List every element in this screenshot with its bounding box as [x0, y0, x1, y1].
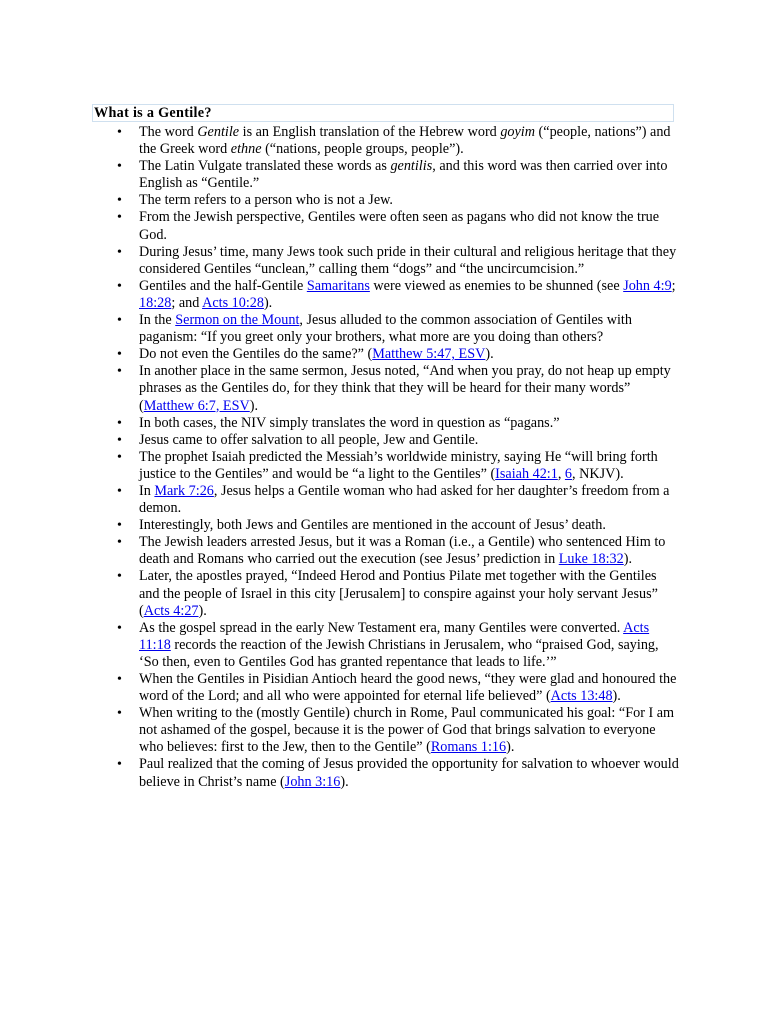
text-segment: As the gospel spread in the early New Testament era, many Gentiles were converted.	[139, 619, 624, 636]
text-segment: When writing to the (mostly Gentile) church in Rome, Paul communicated his goal: “For I am not ashamed of the gospel, because it is the power of God that brings salvation to everyone who believes: first to the Jew, then to the Gentile” (	[139, 705, 675, 756]
list-item	[139, 158, 679, 192]
list-item	[139, 517, 679, 534]
italic-term: gentilis	[390, 158, 433, 175]
text-segment: , Jesus alluded to the common association of Gentiles with paganism: “If you greet only your brothers, what more are you doing than others?	[139, 312, 632, 346]
list-item	[139, 449, 679, 483]
list-item	[139, 705, 679, 756]
text-segment: The prophet Isaiah predicted the Messiah’s worldwide ministry, saying He “will bring forth justice to the Gentiles” and would be “a light to the Gentiles” (	[139, 448, 658, 482]
text-segment: , and this word was then carried over into English as “Gentile.”	[139, 158, 668, 192]
scripture-link[interactable]: John 3:16	[284, 773, 341, 790]
italic-term: ethne	[230, 141, 262, 158]
text-segment: ).	[506, 739, 515, 756]
list-item	[139, 432, 679, 449]
text-segment: ).	[198, 602, 207, 619]
text-segment: ).	[485, 346, 494, 363]
bullet-list	[139, 124, 679, 791]
list-item	[139, 415, 679, 432]
list-item	[139, 278, 679, 312]
scripture-link[interactable]: Matthew 6:7, ESV	[143, 397, 250, 414]
text-segment: is an English translation of the Hebrew word	[239, 124, 501, 140]
text-segment: ).	[612, 688, 621, 705]
text-segment: The Jewish leaders arrested Jesus, but it was a Roman (i.e., a Gentile) who sentenced Him to death and Romans who carried out the execution (see Jesus’ prediction in	[139, 534, 666, 568]
text-segment: ; and	[171, 294, 203, 311]
text-segment: During Jesus’ time, many Jews took such pride in their cultural and religious heritage that they considered Gentiles “unclean,” calling them “dogs” and “the uncircumcision.”	[139, 243, 677, 277]
text-segment: Gentiles and the half-Gentile	[139, 277, 307, 294]
text-segment: Later, the apostles prayed, “Indeed Herod and Pontius Pilate met together with the Gentiles and the people of Israel in this city [Jerusalem] to conspire against your holy servant Jesus” (	[139, 568, 658, 619]
text-segment: (“nations, people groups, people”).	[261, 141, 464, 158]
list-item	[139, 534, 679, 568]
text-segment: (“people, nations”) and the Greek word	[139, 124, 671, 158]
list-item	[139, 756, 679, 790]
page-title: What is a Gentile?	[92, 104, 674, 122]
italic-term: Gentile	[197, 124, 240, 140]
text-segment: When the Gentiles in Pisidian Antioch heard the good news, “they were glad and honoured the word of the Lord; and all who were appointed for eternal life believed” (	[139, 671, 677, 705]
list-item	[139, 312, 679, 346]
text-segment: In another place in the same sermon, Jesus noted, “And when you pray, do not heap up empty phrases as the Gentiles do, for they think that they will be heard for their many words” (	[139, 363, 671, 414]
list-item	[139, 568, 679, 619]
text-segment: ).	[623, 551, 633, 568]
text-segment: Paul realized that the coming of Jesus provided the opportunity for salvation to whoever would believe in Christ’s name (	[139, 756, 679, 790]
scripture-link[interactable]: Matthew 5:47, ESV	[372, 346, 486, 363]
text-segment: Interestingly, both Jews and Gentiles are mentioned in the account of Jesus’ death.	[139, 517, 606, 534]
text-segment: , NKJV).	[572, 465, 624, 482]
list-item	[139, 483, 679, 517]
list-item	[139, 244, 679, 278]
text-segment: The Latin Vulgate translated these words as	[139, 158, 391, 175]
text-segment: , Jesus helps a Gentile woman who had asked for her daughter’s freedom from a demon.	[139, 482, 670, 517]
text-segment: ).	[263, 294, 273, 311]
list-item	[139, 363, 679, 414]
scripture-link[interactable]: John 4:9	[623, 277, 672, 294]
text-segment: Jesus came to offer salvation to all people, Jew and Gentile.	[139, 431, 479, 448]
text-segment: were viewed as enemies to be shunned (see	[369, 277, 624, 294]
scripture-link[interactable]: 6	[564, 465, 573, 482]
text-segment: ,	[557, 465, 565, 482]
scripture-link[interactable]: Sermon on the Mount	[175, 312, 300, 329]
list-item	[139, 620, 679, 671]
list-item	[139, 346, 679, 363]
text-segment: From the Jewish perspective, Gentiles were often seen as pagans who did not know the true God.	[139, 209, 660, 243]
text-segment: The term refers to a person who is not a Jew.	[139, 192, 393, 209]
scripture-link[interactable]: Isaiah 42:1	[495, 465, 558, 482]
scripture-link[interactable]: Samaritans	[306, 277, 370, 294]
text-segment: Do not even the Gentiles do the same?” (	[139, 346, 373, 363]
scripture-link[interactable]: Acts 4:27	[143, 602, 199, 619]
list-item	[139, 192, 679, 209]
scripture-link[interactable]: Acts 13:48	[550, 688, 613, 705]
scripture-link[interactable]: 18:28	[139, 294, 172, 311]
scripture-link[interactable]: Acts 11:18	[139, 619, 650, 653]
text-segment: In the	[139, 312, 176, 329]
scripture-link[interactable]: Luke 18:32	[558, 551, 624, 568]
list-item	[139, 671, 679, 705]
text-segment: In both cases, the NIV simply translates the word in question as “pagans.”	[139, 414, 560, 431]
text-segment: ).	[340, 773, 349, 790]
text-segment: The word	[139, 124, 198, 140]
scripture-link[interactable]: Romans 1:16	[430, 739, 507, 756]
text-segment: ;	[671, 277, 676, 294]
text-segment: records the reaction of the Jewish Christians in Jerusalem, who “praised God, saying, ‘So then, even to Gentiles God has granted repentance that leads to life.’”	[139, 636, 659, 670]
scripture-link[interactable]: Acts 10:28	[202, 294, 264, 311]
list-item	[139, 124, 679, 158]
text-segment: In	[139, 482, 155, 499]
list-item	[139, 209, 679, 243]
scripture-link[interactable]: Mark 7:26	[154, 482, 214, 499]
text-segment: ).	[249, 397, 259, 414]
italic-term: goyim	[500, 124, 535, 140]
